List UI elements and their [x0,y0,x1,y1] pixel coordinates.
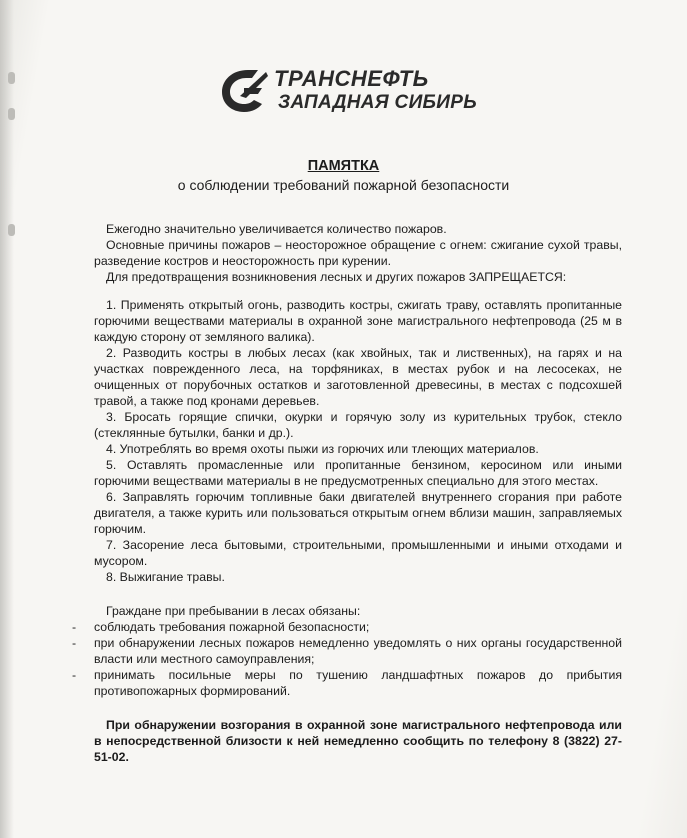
logo-region: ЗАПАДНАЯ СИБИРЬ [278,92,477,113]
document-subtitle: о соблюдении требований пожарной безопасности [177,177,510,193]
dash-marker: - [72,668,77,682]
duty-item [72,667,622,699]
emergency-notice: При обнаружении возгорания в охранной зоне магистрального нефтепровода или в непосредственной близости к ней немедленно сообщить по телефону 8 (3822) 27-51-02. [94,718,622,764]
duty-text: принимать посильные меры по тушению ландшафтных пожаров до прибытия противопожарных формирований. [94,668,622,698]
punch-hole [8,72,15,84]
duty-text: при обнаружении лесных пожаров немедленно уведомлять о них органы государственной власти или местного самоуправления; [94,636,622,666]
duties-heading: Граждане при пребывании в лесах обязаны: [106,604,361,618]
punch-hole [8,108,15,120]
prohibited-item: 7. Засорение леса бытовыми, строительными, промышленными и иными отходами и мусором. [94,538,622,568]
duty-text: соблюдать требования пожарной безопасности; [94,620,370,634]
duty-item [72,619,622,635]
prohibited-item: 4. Употреблять во время охоты пыжи из горючих или тлеющих материалов. [106,442,539,456]
intro-paragraph: Ежегодно значительно увеличивается количество пожаров. [106,222,447,236]
punch-hole [8,224,15,236]
logo-company-name: ТРАНСНЕФТЬ [274,66,429,91]
document-title: ПАМЯТКА [307,158,380,174]
scan-edge-shadow [0,0,14,838]
prohibited-item: 5. Оставлять промасленные или пропитанные бензином, керосином или иными горючими веществами материалы в не предусмотренных специально для этого местах. [94,458,622,488]
dash-marker: - [72,620,77,634]
transneft-emblem-icon [218,66,270,114]
prohibited-item: 1. Применять открытый огонь, разводить костры, сжигать траву, оставлять пропитанные горючими веществами материалы в охранной зоне магистрального нефтепровода (25 м в каждую сторону от земляного валика). [94,298,622,344]
company-logo [218,64,478,120]
prohibited-item: 2. Разводить костры в любых лесах (как хвойных, так и лиственных), на гарях и на участках поврежденного леса, на торфяниках, в местах рубок и на лесосеках, не очищенных от порубочных остатков и заготовленной древесины, в местах с подсохшей травой, а также под кронами деревьев. [94,346,622,408]
dash-marker: - [72,636,77,650]
prohibited-item: 6. Заправлять горючим топливные баки двигателей внутреннего сгорания при работе двигателя, а также курить или пользоваться открытым огнем вблизи машин, заправляемых горючим. [94,490,622,536]
intro-paragraph: Основные причины пожаров – неосторожное обращение с огнем: сжигание сухой травы, разведение костров и неосторожность при курении. [94,238,622,268]
prohibited-item: 3. Бросать горящие спички, окурки и горячую золу из курительных трубок, стекло (стеклянные бутылки, банки и др.). [94,410,622,440]
document-body [72,221,622,765]
prohibited-item: 8. Выжигание травы. [106,570,225,584]
intro-paragraph: Для предотвращения возникновения лесных и других пожаров ЗАПРЕЩАЕТСЯ: [106,270,567,284]
duty-item [72,635,622,667]
